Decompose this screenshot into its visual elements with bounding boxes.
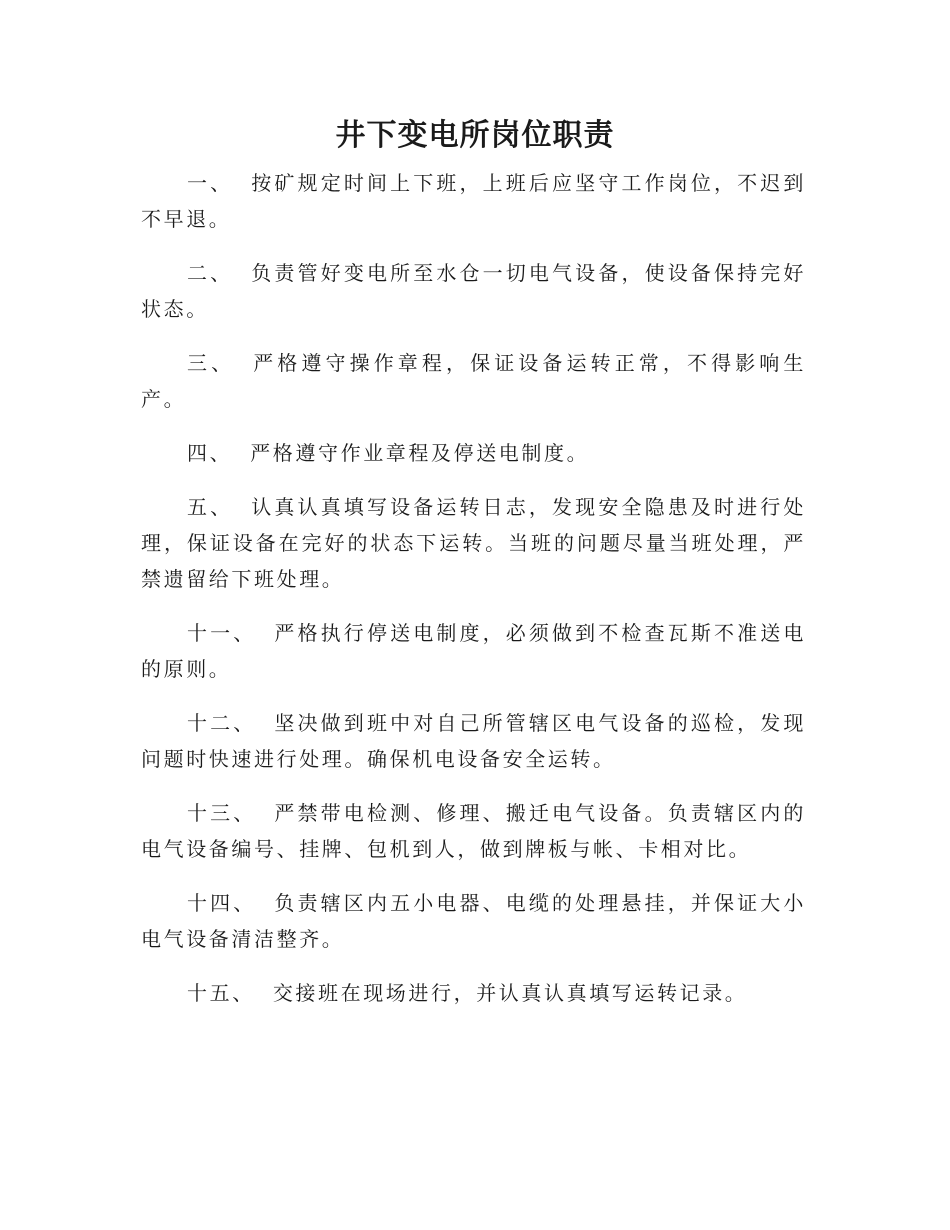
item-text: 负责辖区内五小电器、电缆的处理悬挂，并保证大小电气设备清洁整齐。 — [141, 891, 806, 951]
item-number: 十五、 — [187, 981, 255, 1005]
item-number: 十二、 — [187, 711, 257, 735]
item-text: 坚决做到班中对自己所管辖区电气设备的巡检，发现问题时快速进行处理。确保机电设备安全运转。 — [141, 711, 806, 771]
duty-item — [141, 165, 806, 237]
item-text: 认真认真填写设备运转日志，发现安全隐患及时进行处理，保证设备在完好的状态下运转。当班的问题尽量当班处理，严禁遗留给下班处理。 — [141, 495, 807, 591]
duty-item — [141, 345, 806, 417]
item-text: 严格遵守作业章程及停送电制度。 — [250, 441, 590, 465]
duty-item — [141, 255, 806, 327]
item-text: 严格遵守操作章程，保证设备运转正常，不得影响生产。 — [141, 351, 806, 411]
item-number: 三、 — [187, 351, 236, 375]
item-number: 五、 — [187, 495, 234, 519]
item-number: 十一、 — [187, 621, 257, 645]
item-number: 十四、 — [187, 891, 257, 915]
duty-item — [141, 435, 806, 471]
duty-item — [141, 615, 806, 687]
item-text: 交接班在现场进行，并认真认真填写运转记录。 — [272, 981, 748, 1005]
duty-item — [141, 885, 806, 957]
item-text: 严格执行停送电制度，必须做到不检查瓦斯不准送电的原则。 — [141, 621, 806, 681]
document-body — [141, 165, 806, 1029]
duty-item — [141, 975, 806, 1011]
duty-item — [141, 489, 806, 597]
duty-item — [141, 795, 806, 867]
item-text: 负责管好变电所至水仓一切电气设备，使设备保持完好状态。 — [141, 261, 807, 321]
item-number: 十三、 — [187, 801, 257, 825]
item-text: 严禁带电检测、修理、搬迁电气设备。负责辖区内的电气设备编号、挂牌、包机到人，做到牌板与帐、卡相对比。 — [141, 801, 806, 861]
document-title: 井下变电所岗位职责 — [335, 118, 615, 153]
item-number: 四、 — [187, 441, 233, 465]
item-text: 按矿规定时间上下班，上班后应坚守工作岗位，不迟到不早退。 — [141, 171, 807, 231]
item-number: 二、 — [187, 261, 234, 285]
duty-item — [141, 705, 806, 777]
item-number: 一、 — [187, 171, 234, 195]
